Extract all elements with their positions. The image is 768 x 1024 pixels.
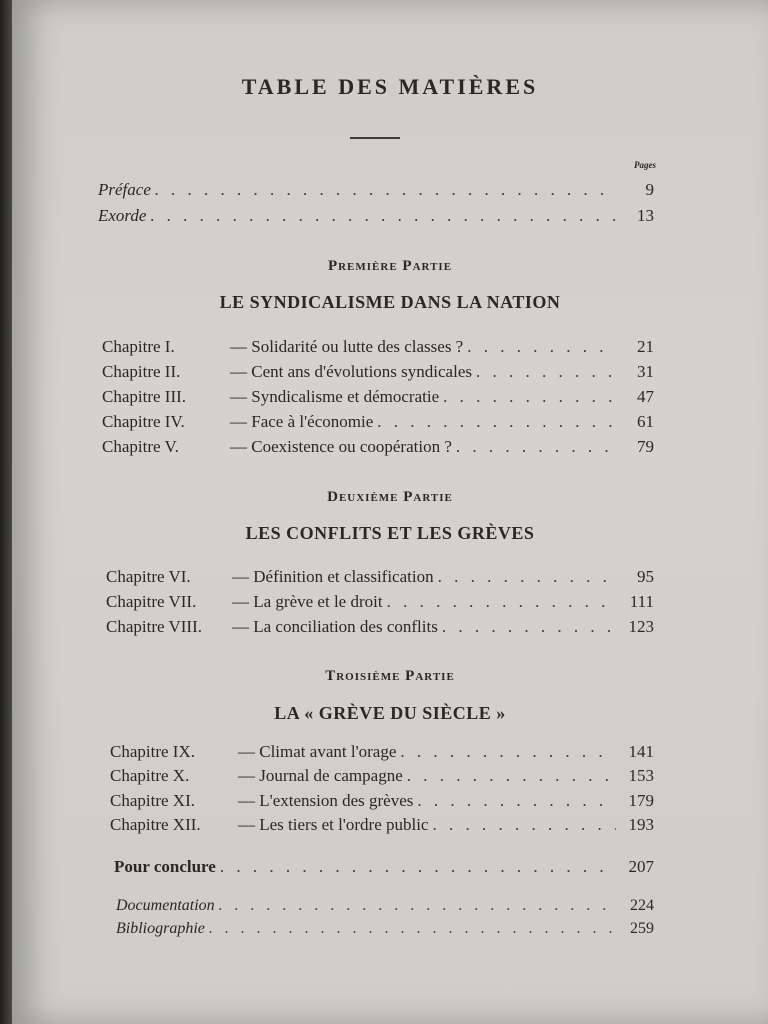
leader-dots — [220, 857, 616, 877]
chapter-number: Chapitre XI. — [110, 791, 195, 810]
leader-dots — [442, 617, 616, 637]
leader-dots — [467, 337, 616, 357]
chapter-page: 123 — [628, 617, 654, 636]
chapter-title: — Définition et classification — [232, 567, 434, 586]
leader-dots — [400, 742, 616, 762]
leader-dots — [417, 791, 616, 811]
book-page — [12, 0, 768, 1024]
toc-chapter — [110, 791, 654, 811]
entry-page: 224 — [630, 897, 654, 914]
chapter-number: Chapitre IX. — [110, 742, 195, 761]
leader-dots — [150, 206, 616, 226]
chapter-number: Chapitre V. — [102, 437, 179, 456]
toc-entry-conclusion — [114, 857, 654, 877]
entry-label: Exorde — [98, 206, 147, 225]
entry-page: 259 — [630, 920, 654, 937]
leader-dots — [432, 815, 616, 835]
entry-page: 9 — [645, 180, 654, 199]
toc-chapter — [102, 437, 654, 457]
leader-dots — [456, 437, 616, 457]
entry-page: 13 — [637, 206, 654, 225]
leader-dots — [387, 592, 616, 612]
chapter-number: Chapitre VI. — [106, 567, 191, 586]
chapter-title: — Solidarité ou lutte des classes ? — [230, 337, 464, 356]
toc-chapter — [110, 815, 654, 835]
leader-dots — [219, 897, 616, 915]
chapter-page: 179 — [628, 791, 654, 810]
chapter-number: Chapitre VII. — [106, 592, 197, 611]
part-title: LE SYNDICALISME DANS LA NATION — [219, 292, 561, 312]
page-title: TABLE DES MATIÈRES — [241, 74, 539, 99]
entry-label: Préface — [98, 180, 151, 199]
entry-label: Pour conclure — [114, 857, 216, 876]
chapter-title: — Climat avant l'orage — [238, 742, 397, 761]
toc-chapter — [110, 742, 654, 762]
chapter-number: Chapitre IV. — [102, 412, 185, 431]
book-spine-shadow — [0, 0, 12, 1024]
toc-chapter — [106, 567, 654, 587]
leader-dots — [155, 180, 616, 200]
toc-chapter — [102, 387, 654, 407]
chapter-title: — L'extension des grèves — [238, 791, 414, 810]
toc-chapter — [102, 412, 654, 432]
chapter-title: — La conciliation des conflits — [232, 617, 438, 636]
chapter-title: — La grève et le droit — [232, 592, 383, 611]
leader-dots — [438, 567, 616, 587]
toc-entry-preface — [98, 180, 654, 200]
chapter-number: Chapitre I. — [102, 337, 175, 356]
chapter-number: Chapitre II. — [102, 362, 181, 381]
part-label: Deuxième Partie — [327, 489, 453, 505]
leader-dots — [407, 766, 616, 786]
leader-dots — [209, 920, 616, 938]
toc-entry-exorde — [98, 206, 654, 226]
chapter-title: — Face à l'économie — [230, 412, 374, 431]
entry-page: 207 — [628, 857, 654, 876]
chapter-number: Chapitre III. — [102, 387, 187, 406]
chapter-page: 61 — [637, 412, 654, 431]
chapter-title: — Coexistence ou coopération ? — [230, 437, 452, 456]
leader-dots — [443, 387, 616, 407]
part-label: Troisième Partie — [325, 668, 455, 684]
part-title: LA « GRÈVE DU SIÈCLE » — [274, 703, 506, 723]
toc-chapter — [106, 617, 654, 637]
title-rule — [350, 137, 400, 139]
chapter-page: 193 — [628, 815, 654, 834]
chapter-title: — Les tiers et l'ordre public — [238, 815, 429, 834]
leader-dots — [377, 412, 616, 432]
chapter-page: 47 — [637, 387, 654, 406]
chapter-title: — Cent ans d'évolutions syndicales — [230, 362, 472, 381]
part-title: LES CONFLITS ET LES GRÈVES — [245, 523, 535, 543]
chapter-page: 95 — [637, 567, 654, 586]
chapter-number: Chapitre VIII. — [106, 617, 202, 636]
entry-label: Documentation — [116, 897, 215, 914]
chapter-title: — Syndicalisme et démocratie — [230, 387, 440, 406]
chapter-page: 153 — [628, 766, 654, 785]
chapter-number: Chapitre XII. — [110, 815, 201, 834]
toc-chapter — [102, 362, 654, 382]
toc-entry-bibliographie — [116, 920, 654, 938]
chapter-page: 141 — [628, 742, 654, 761]
pages-column-header: Pages — [634, 160, 656, 170]
chapter-title: — Journal de campagne — [238, 766, 403, 785]
part-label: Première Partie — [327, 258, 453, 274]
leader-dots — [476, 362, 616, 382]
chapter-number: Chapitre X. — [110, 766, 190, 785]
toc-entry-documentation — [116, 897, 654, 915]
chapter-page: 21 — [637, 337, 654, 356]
toc-chapter — [106, 592, 654, 612]
entry-label: Bibliographie — [116, 920, 205, 937]
toc-chapter — [102, 337, 654, 357]
chapter-page: 79 — [637, 437, 654, 456]
chapter-page: 111 — [629, 592, 654, 611]
chapter-page: 31 — [637, 362, 654, 381]
toc-chapter — [110, 766, 654, 786]
